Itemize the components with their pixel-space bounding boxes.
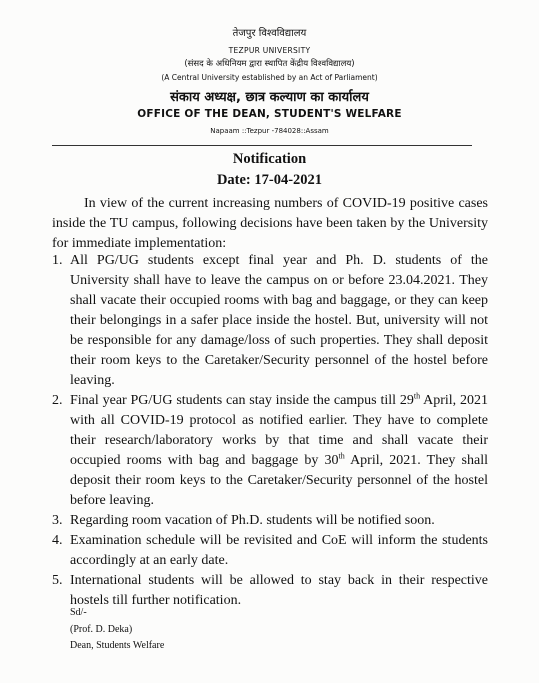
letterhead-subtitle: (A Central University established by an Act of Parliament)	[161, 73, 378, 82]
notice-intro: In view of the current increasing numbers of COVID-19 positive cases inside the TU campus, following decisions have been taken by the University for immediate implementation:	[52, 196, 488, 251]
ordinal-suffix: th	[413, 391, 421, 401]
letterhead-office: OFFICE OF THE DEAN, STUDENT'S WELFARE	[137, 108, 402, 120]
signatory-name: (Prof. D. Deka)	[70, 624, 133, 635]
notice-date: Date: 17-04-2021	[216, 172, 323, 188]
letterhead-university: TEZPUR UNIVERSITY	[228, 46, 311, 55]
decision-number: 1.	[52, 253, 63, 268]
letterhead-hindi-office: संकाय अध्यक्ष, छात्र कल्याण का कार्यालय	[170, 90, 369, 105]
decision-item	[52, 511, 488, 531]
decision-text: Examination schedule will be revisited and CoE will inform the students accordingly at an early date.	[70, 533, 488, 568]
decision-text-part: April, 2021 with all COVID-19 protocol as notified earlier. They have to complete their research/laboratory works by that time and shall vacate their occupied rooms with bag and baggage by 30	[70, 393, 489, 468]
decision-number: 2.	[52, 393, 63, 408]
decision-number: 3.	[52, 513, 63, 528]
header-divider	[52, 145, 472, 146]
notice-title: Notification	[232, 151, 307, 167]
decision-text-part: April, 2021. They shall deposit their room keys to the Caretaker/Security personnel of the hostel before leaving.	[70, 453, 488, 508]
decision-list	[52, 251, 488, 611]
decision-text: International students will be allowed to stay back in their respective hostels till further notification.	[70, 573, 488, 608]
letterhead-hindi-subtitle: (संसद के अधिनियम द्वारा स्थापित केंद्रीय विश्वविद्यालय)	[184, 59, 355, 69]
letterhead-hindi-university: तेजपुर विश्वविद्यालय	[232, 28, 307, 39]
letterhead-address: Napaam ::Tezpur -784028::Assam	[210, 127, 329, 135]
decision-number: 4.	[52, 533, 63, 548]
decision-item	[52, 391, 488, 511]
signatory-designation: Dean, Students Welfare	[70, 640, 165, 651]
decision-item	[52, 571, 488, 611]
decision-item	[52, 251, 488, 391]
decision-number: 5.	[52, 573, 63, 588]
signature-sd: Sd/-	[70, 607, 87, 618]
ordinal-suffix: th	[338, 451, 345, 461]
decision-text-part: Final year PG/UG students can stay inside the campus till 29	[70, 393, 414, 408]
decision-item	[52, 531, 488, 571]
decision-text: All PG/UG students except final year and Ph. D. students of the University shall have to leave the campus on or before 23.04.2021. They shall vacate their occupied rooms with bag and baggage, or they can keep their belongings in a safer place inside the hostel. But, university will not be responsible for any damage/loss of such properties. They shall deposit their room keys to the Caretaker/Security personnel of the hostel before leaving.	[70, 253, 488, 388]
decision-text: Regarding room vacation of Ph.D. students will be notified soon.	[70, 513, 435, 528]
